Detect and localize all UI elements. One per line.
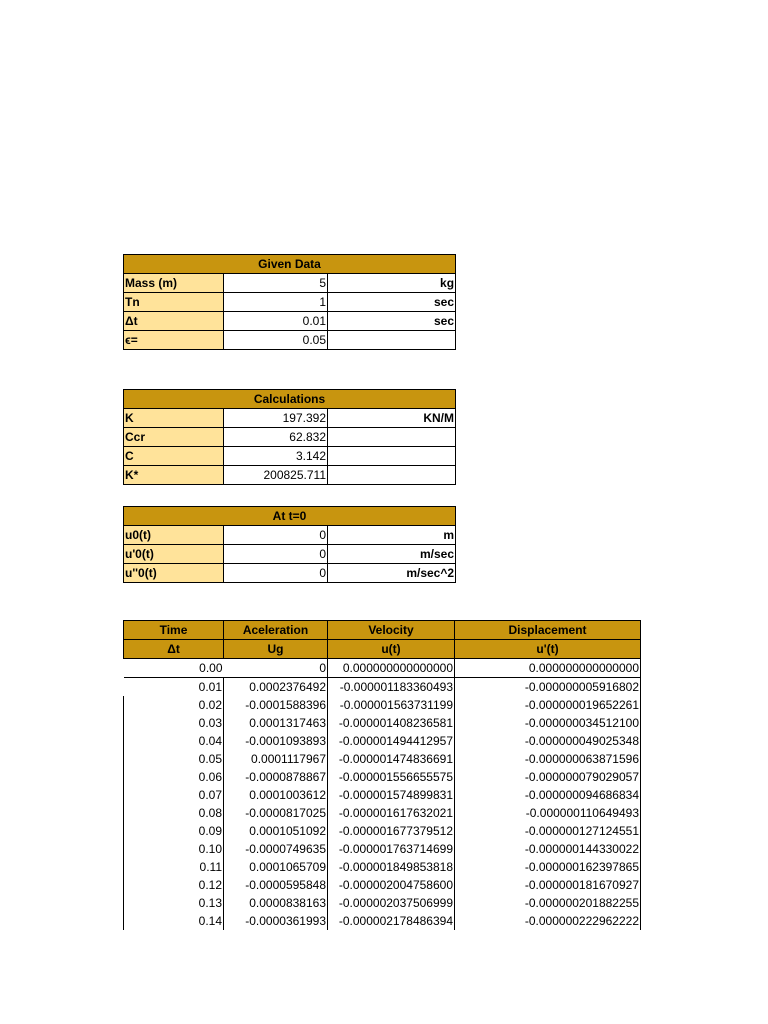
time-cell: 0.03 (124, 714, 224, 732)
time-cell: 0.05 (124, 750, 224, 768)
velocity-cell: -0.000001474836691 (328, 750, 455, 768)
row-label: Ccr (124, 428, 224, 447)
time-cell: 0.00 (199, 661, 223, 675)
velocity-cell: -0.000001408236581 (328, 714, 455, 732)
table-row (124, 331, 456, 350)
initial-conditions-table (123, 506, 456, 583)
time-cell: 0.08 (124, 804, 224, 822)
table-row (124, 447, 456, 466)
table-row (124, 876, 641, 894)
time-cell: 0.04 (124, 732, 224, 750)
table-row (124, 428, 456, 447)
row-value: 62.832 (224, 428, 328, 447)
acceleration-cell: 0 (319, 661, 326, 675)
table-row (124, 659, 641, 678)
time-cell: 0.11 (124, 858, 224, 876)
table-row (124, 696, 641, 714)
time-cell: 0.02 (124, 696, 224, 714)
table-row (124, 526, 456, 545)
time-cell: 0.07 (124, 786, 224, 804)
velocity-cell: -0.000002178486394 (328, 912, 455, 930)
row-label: K* (124, 466, 224, 485)
acceleration-cell: 0.0002376492 (224, 678, 328, 697)
row-unit: kg (328, 274, 456, 293)
velocity-cell: -0.000001617632021 (328, 804, 455, 822)
displacement-cell: -0.000000144330022 (455, 840, 641, 858)
row-unit (328, 466, 456, 485)
displacement-cell: -0.000000181670927 (455, 876, 641, 894)
acceleration-cell: 0.0001117967 (224, 750, 328, 768)
subheader-time: Δt (124, 640, 224, 659)
row-label: K (124, 409, 224, 428)
time-cell: 0.13 (124, 894, 224, 912)
table-row (124, 768, 641, 786)
row-label: Tn (124, 293, 224, 312)
row-value: 200825.711 (224, 466, 328, 485)
acceleration-cell: 0.0001065709 (224, 858, 328, 876)
time-cell: 0.09 (124, 822, 224, 840)
row-label: ϵ= (124, 331, 224, 350)
acceleration-cell: -0.0000749635 (224, 840, 328, 858)
table-row (124, 312, 456, 331)
acceleration-cell: -0.0000595848 (224, 876, 328, 894)
velocity-cell: 0.000000000000000 (328, 659, 455, 678)
row-unit: m/sec^2 (328, 564, 456, 583)
displacement-cell: -0.000000005916802 (455, 678, 641, 697)
row-unit (328, 331, 456, 350)
initial-conditions-title: At t=0 (124, 507, 456, 526)
row-value: 0 (224, 526, 328, 545)
table-row (124, 858, 641, 876)
row-value: 3.142 (224, 447, 328, 466)
table-row (124, 714, 641, 732)
acceleration-cell: 0.0001317463 (224, 714, 328, 732)
results-table (123, 620, 641, 930)
acceleration-cell: -0.0000361993 (224, 912, 328, 930)
row-value: 5 (224, 274, 328, 293)
acceleration-cell: 0.0001003612 (224, 786, 328, 804)
row-value: 0.05 (224, 331, 328, 350)
row-unit: sec (328, 312, 456, 331)
velocity-cell: -0.000002004758600 (328, 876, 455, 894)
velocity-cell: -0.000002037506999 (328, 894, 455, 912)
table-row (124, 564, 456, 583)
time-cell: 0.12 (124, 876, 224, 894)
table-row (124, 750, 641, 768)
table-row (124, 894, 641, 912)
row-unit: m (328, 526, 456, 545)
displacement-cell: -0.000000127124551 (455, 822, 641, 840)
table-row (124, 822, 641, 840)
velocity-cell: -0.000001563731199 (328, 696, 455, 714)
row-value: 0 (224, 545, 328, 564)
header-acceleration: Aceleration (224, 621, 328, 640)
row-unit (328, 447, 456, 466)
calculations-title: Calculations (124, 390, 456, 409)
acceleration-cell: 0.0001051092 (224, 822, 328, 840)
acceleration-cell: -0.0000817025 (224, 804, 328, 822)
row-value: 0.01 (224, 312, 328, 331)
displacement-cell: -0.000000110649493 (455, 804, 641, 822)
table-row (124, 409, 456, 428)
row-unit: sec (328, 293, 456, 312)
row-unit: m/sec (328, 545, 456, 564)
given-data-title: Given Data (124, 255, 456, 274)
displacement-cell: -0.000000162397865 (455, 858, 641, 876)
subheader-velocity: u(t) (328, 640, 455, 659)
table-row (124, 786, 641, 804)
row-label: Δt (124, 312, 224, 331)
table-row (124, 545, 456, 564)
row-value: 1 (224, 293, 328, 312)
table-row (124, 732, 641, 750)
row-value: 197.392 (224, 409, 328, 428)
row-value: 0 (224, 564, 328, 583)
row-label: u'0(t) (124, 545, 224, 564)
table-row (124, 466, 456, 485)
subheader-acceleration: Ug (224, 640, 328, 659)
table-row (124, 678, 641, 697)
displacement-cell: -0.000000034512100 (455, 714, 641, 732)
header-time: Time (124, 621, 224, 640)
velocity-cell: -0.000001494412957 (328, 732, 455, 750)
table-row (124, 912, 641, 930)
displacement-cell: -0.000000094686834 (455, 786, 641, 804)
row-label: u0(t) (124, 526, 224, 545)
subheader-displacement: u'(t) (455, 640, 641, 659)
displacement-cell: -0.000000019652261 (455, 696, 641, 714)
displacement-cell: -0.000000079029057 (455, 768, 641, 786)
velocity-cell: -0.000001849853818 (328, 858, 455, 876)
time-cell: 0.06 (124, 768, 224, 786)
row-label: C (124, 447, 224, 466)
displacement-cell: -0.000000049025348 (455, 732, 641, 750)
displacement-cell: -0.000000063871596 (455, 750, 641, 768)
header-displacement: Displacement (455, 621, 641, 640)
table-row (124, 840, 641, 858)
acceleration-cell: -0.0001588396 (224, 696, 328, 714)
table-row (124, 274, 456, 293)
table-row (124, 293, 456, 312)
velocity-cell: -0.000001677379512 (328, 822, 455, 840)
results-header-row (124, 621, 641, 640)
velocity-cell: -0.000001574899831 (328, 786, 455, 804)
acceleration-cell: -0.0000878867 (224, 768, 328, 786)
velocity-cell: -0.000001556655575 (328, 768, 455, 786)
acceleration-cell: 0.0000838163 (224, 894, 328, 912)
time-cell: 0.01 (124, 678, 224, 697)
row-label: Mass (m) (124, 274, 224, 293)
velocity-cell: -0.000001183360493 (328, 678, 455, 697)
calculations-table (123, 389, 456, 485)
acceleration-cell: -0.0001093893 (224, 732, 328, 750)
time-cell: 0.14 (124, 912, 224, 930)
row-unit (328, 428, 456, 447)
row-unit: KN/M (328, 409, 456, 428)
row-label: u''0(t) (124, 564, 224, 583)
given-data-table (123, 254, 456, 350)
displacement-cell: -0.000000201882255 (455, 894, 641, 912)
time-cell: 0.10 (124, 840, 224, 858)
header-velocity: Velocity (328, 621, 455, 640)
results-subheader-row (124, 640, 641, 659)
table-row (124, 804, 641, 822)
displacement-cell: -0.000000222962222 (455, 912, 641, 930)
velocity-cell: -0.000001763714699 (328, 840, 455, 858)
displacement-cell: 0.000000000000000 (455, 659, 641, 678)
